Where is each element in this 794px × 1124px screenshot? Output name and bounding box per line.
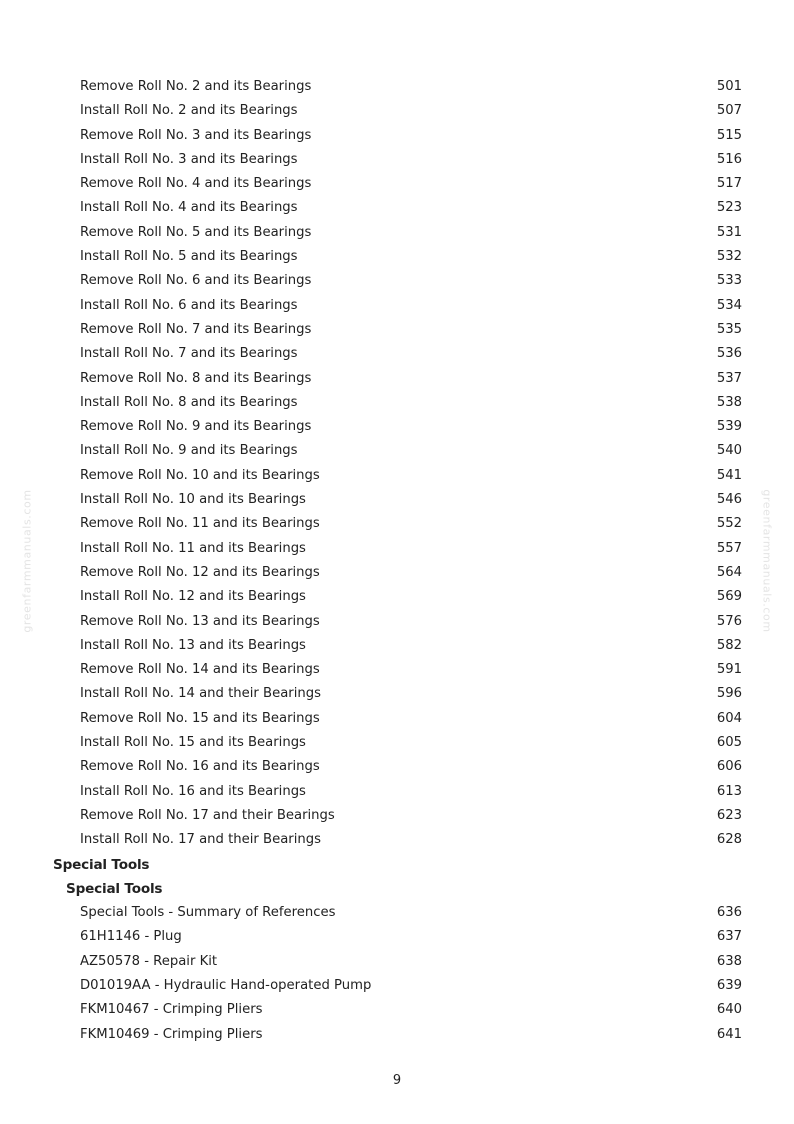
toc-entry-title: Remove Roll No. 3 and its Bearings [80, 127, 312, 143]
toc-entry[interactable] [0, 974, 794, 998]
toc-entry[interactable] [0, 561, 794, 585]
toc-entry-title: Install Roll No. 13 and its Bearings [80, 637, 306, 653]
toc-entry[interactable] [0, 585, 794, 609]
toc-entry-title: FKM10467 - Crimping Pliers [80, 1002, 263, 1018]
toc-entry-title: Install Roll No. 12 and its Bearings [80, 589, 306, 605]
toc-entry-page-number: 591 [716, 662, 742, 678]
toc-entry[interactable] [0, 415, 794, 439]
toc-entry[interactable] [0, 294, 794, 318]
toc-entry-title: Install Roll No. 14 and their Bearings [80, 686, 321, 702]
toc-entry-title: Install Roll No. 4 and its Bearings [80, 200, 298, 216]
toc-entry-title: AZ50578 - Repair Kit [80, 953, 218, 969]
toc-entry-page-number: 540 [716, 443, 742, 459]
toc-entry-page-number: 636 [716, 905, 742, 921]
toc-entry-page-number: 637 [716, 929, 742, 945]
toc-entry-title: Install Roll No. 16 and its Bearings [80, 783, 306, 799]
toc-entry[interactable] [0, 245, 794, 269]
toc-entry[interactable] [0, 512, 794, 536]
toc-entry[interactable] [0, 925, 794, 949]
toc-entry-page-number: 569 [716, 589, 742, 605]
toc-entry[interactable] [0, 196, 794, 220]
toc-entry-page-number: 534 [716, 297, 742, 313]
toc-entry[interactable] [0, 634, 794, 658]
toc-entry-page-number: 640 [716, 1002, 742, 1018]
toc-entry-page-number: 564 [716, 564, 742, 580]
toc-entry[interactable] [0, 439, 794, 463]
toc-entry-title: Install Roll No. 15 and its Bearings [80, 735, 306, 751]
toc-entry-page-number: 613 [716, 783, 742, 799]
toc-entry-title: Remove Roll No. 4 and its Bearings [80, 176, 312, 192]
toc-entry-title: Special Tools - Summary of References [80, 905, 336, 921]
toc-entry[interactable] [0, 828, 794, 852]
toc-entry-title: Remove Roll No. 7 and its Bearings [80, 321, 312, 337]
toc-entry-page-number: 507 [716, 103, 742, 119]
toc-entry[interactable] [0, 755, 794, 779]
toc-entry-page-number: 596 [716, 686, 742, 702]
toc-entry[interactable] [0, 610, 794, 634]
toc-entry-title: Remove Roll No. 14 and its Bearings [80, 662, 320, 678]
toc-entry[interactable] [0, 221, 794, 245]
toc-entry[interactable] [0, 682, 794, 706]
toc-entry-title: D01019AA - Hydraulic Hand-operated Pump [80, 977, 372, 993]
toc-entry[interactable] [0, 998, 794, 1022]
toc-entry-title: FKM10469 - Crimping Pliers [80, 1026, 263, 1042]
toc-entry[interactable] [0, 124, 794, 148]
toc-entry[interactable] [0, 488, 794, 512]
toc-entry-page-number: 538 [716, 394, 742, 410]
toc-entry[interactable] [0, 342, 794, 366]
toc-entry-page-number: 639 [716, 977, 742, 993]
toc-entry-title: Remove Roll No. 15 and its Bearings [80, 710, 320, 726]
toc-entry[interactable] [0, 1023, 794, 1047]
toc-entry-title: Install Roll No. 7 and its Bearings [80, 346, 298, 362]
toc-entry-page-number: 623 [716, 807, 742, 823]
toc-entry-title: Remove Roll No. 13 and its Bearings [80, 613, 320, 629]
toc-entry-page-number: 516 [716, 151, 742, 167]
toc-entry-page-number: 557 [716, 540, 742, 556]
toc-entry-title: Install Roll No. 9 and its Bearings [80, 443, 298, 459]
toc-entry[interactable] [0, 318, 794, 342]
toc-entry-page-number: 537 [716, 370, 742, 386]
watermark-left: greenfarmmanuals.com [20, 489, 34, 633]
toc-entry-page-number: 604 [716, 710, 742, 726]
toc-entry-title: Remove Roll No. 9 and its Bearings [80, 419, 312, 435]
toc-entry[interactable] [0, 172, 794, 196]
toc-entry-title: Install Roll No. 10 and its Bearings [80, 492, 306, 508]
toc-entry[interactable] [0, 464, 794, 488]
toc-entry-page-number: 606 [716, 759, 742, 775]
toc-entry[interactable] [0, 148, 794, 172]
toc-entry-page-number: 533 [716, 273, 742, 289]
toc-entry-title: Remove Roll No. 2 and its Bearings [80, 79, 312, 94]
toc-entry-title: Remove Roll No. 17 and their Bearings [80, 807, 335, 823]
watermark-right: greenfarmmanuals.com [760, 489, 774, 633]
toc-entry-page-number: 501 [716, 79, 742, 94]
toc-entry[interactable] [0, 950, 794, 974]
toc-entry-title: Remove Roll No. 6 and its Bearings [80, 273, 312, 289]
toc-entry-page-number: 576 [716, 613, 742, 629]
toc-entry-page-number: 641 [716, 1026, 742, 1042]
toc-entry-page-number: 552 [716, 516, 742, 532]
toc-entry[interactable] [0, 731, 794, 755]
toc-entry[interactable] [0, 75, 794, 99]
toc-entry-title: Install Roll No. 11 and its Bearings [80, 540, 306, 556]
toc-entry-title: Install Roll No. 6 and its Bearings [80, 297, 298, 313]
toc-entry-title: Remove Roll No. 16 and its Bearings [80, 759, 320, 775]
toc-entry-title: Remove Roll No. 10 and its Bearings [80, 467, 320, 483]
toc-entry-page-number: 535 [716, 321, 742, 337]
toc-entry-title: Install Roll No. 8 and its Bearings [80, 394, 298, 410]
toc-entry-title: Special Tools [66, 880, 163, 897]
toc-entry-title: Remove Roll No. 8 and its Bearings [80, 370, 312, 386]
toc-section-heading [0, 877, 794, 901]
toc-entry-title: Special Tools [53, 856, 150, 873]
toc-entry-page-number: 515 [716, 127, 742, 143]
toc-entry-page-number: 628 [716, 832, 742, 848]
toc-entry-title: Install Roll No. 3 and its Bearings [80, 151, 298, 167]
toc-entry[interactable] [0, 804, 794, 828]
toc-entry-page-number: 523 [716, 200, 742, 216]
table-of-contents [0, 75, 794, 1047]
toc-entry-page-number: 536 [716, 346, 742, 362]
toc-entry-page-number: 517 [716, 176, 742, 192]
toc-entry-page-number: 582 [716, 637, 742, 653]
toc-section-heading [0, 853, 794, 877]
toc-entry[interactable] [0, 901, 794, 925]
toc-entry[interactable] [0, 537, 794, 561]
toc-entry-title: Remove Roll No. 5 and its Bearings [80, 224, 312, 240]
toc-entry-page-number: 532 [716, 249, 742, 265]
toc-entry[interactable] [0, 391, 794, 415]
toc-entry-page-number: 539 [716, 419, 742, 435]
toc-entry-page-number: 638 [716, 953, 742, 969]
toc-entry[interactable] [0, 269, 794, 293]
toc-entry-page-number: 541 [716, 467, 742, 483]
toc-entry[interactable] [0, 780, 794, 804]
toc-entry-title: Remove Roll No. 12 and its Bearings [80, 564, 320, 580]
toc-entry-title: Install Roll No. 5 and its Bearings [80, 249, 298, 265]
toc-entry-title: Remove Roll No. 11 and its Bearings [80, 516, 320, 532]
toc-entry[interactable] [0, 99, 794, 123]
toc-entry-title: Install Roll No. 2 and its Bearings [80, 103, 298, 119]
toc-entry-page-number: 531 [716, 224, 742, 240]
toc-entry-title: Install Roll No. 17 and their Bearings [80, 832, 321, 848]
toc-entry[interactable] [0, 707, 794, 731]
toc-entry[interactable] [0, 367, 794, 391]
toc-entry-page-number: 546 [716, 492, 742, 508]
toc-entry-title: 61H1146 - Plug [80, 929, 182, 945]
toc-entry-page-number: 605 [716, 735, 742, 751]
page-number: 9 [392, 1073, 402, 1088]
toc-entry[interactable] [0, 658, 794, 682]
